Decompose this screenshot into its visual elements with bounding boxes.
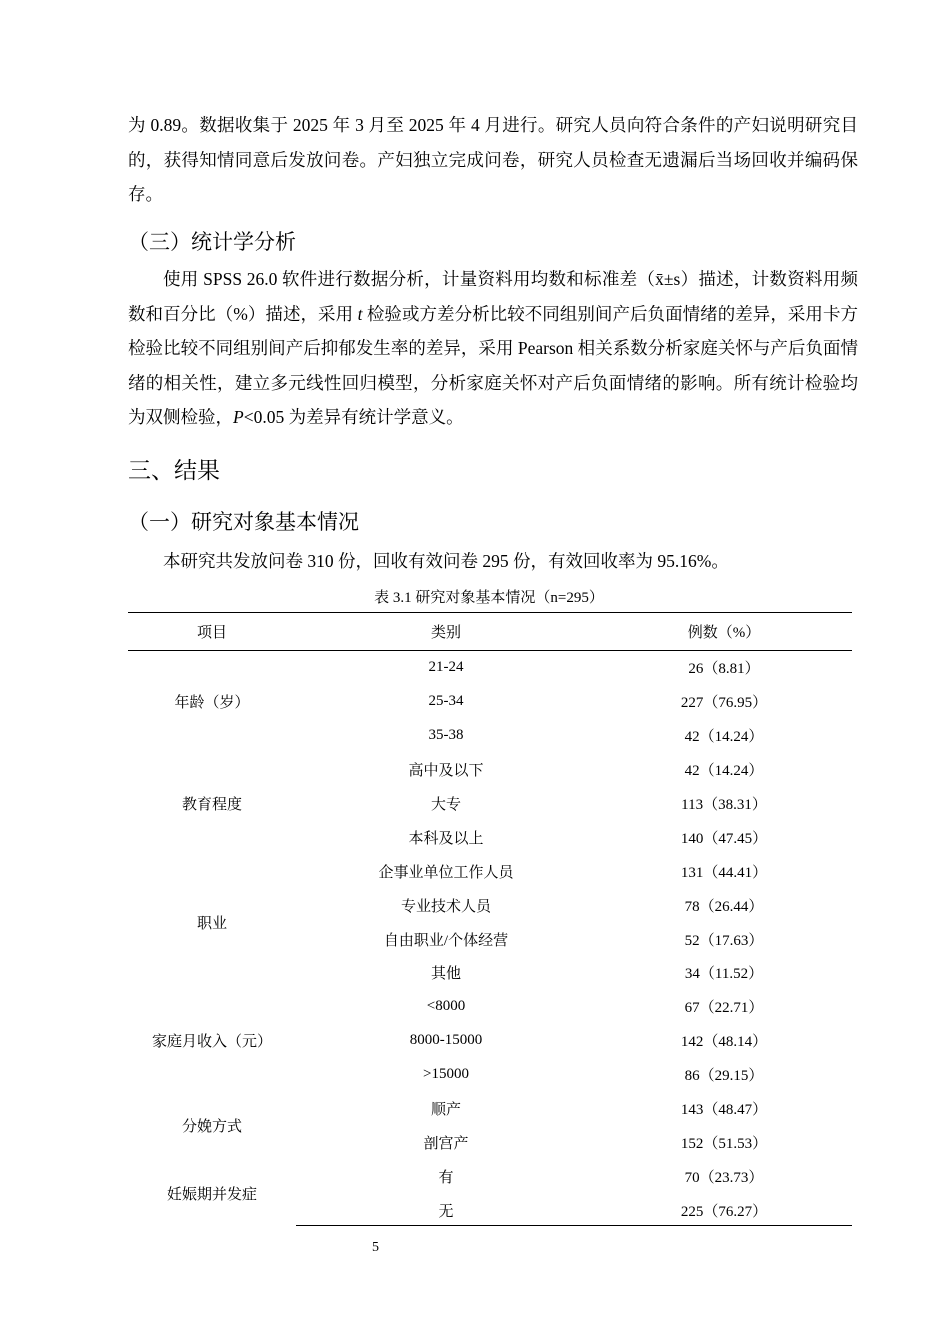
count-cell: 113（38.31）: [681, 797, 767, 813]
count-cell: 42（14.24）: [684, 729, 764, 746]
heading-statistical-analysis: （三）统计学分析: [128, 230, 296, 254]
category-cell: 剖宫产: [423, 1135, 469, 1152]
category-cell: 35-38: [428, 727, 464, 744]
group-label-income: 家庭月收入（元）: [151, 1034, 272, 1051]
header-item: 项目: [128, 613, 296, 651]
page-number: 5: [372, 1240, 379, 1255]
group-label-age: 年龄（岁）: [174, 695, 250, 712]
group-label-complications: 妊娠期并发症: [166, 1186, 257, 1203]
stats-text-3: <0.05 为差异有统计学意义。: [243, 407, 464, 427]
paragraph-data-collection: 为 0.89。数据收集于 2025 年 3 月至 2025 年 4 月进行。研究人员向符合条件的产妇说明研究目的，获得知情同意后发放问卷。产妇独立完成问卷，研究人员检查无遗漏后当场回收并编码保存。: [128, 115, 858, 204]
category-cell: >15000: [423, 1066, 469, 1083]
count-cell: 78（26.44）: [684, 898, 764, 915]
header-category: 类别: [296, 613, 596, 651]
heading-results: 三、结果: [128, 458, 220, 484]
paragraph-statistical-methods: [128, 262, 858, 435]
stats-text-1: 使用 SPSS 26.0 软件进行数据分析，计量资料用均数和标准差（x̄±s）描述，计数资料用频数和百分比（%）描述，采用: [128, 269, 858, 324]
count-cell: 227（76.95）: [680, 695, 768, 712]
group-label-delivery: 分娩方式: [181, 1118, 242, 1135]
category-cell: 有: [438, 1169, 454, 1186]
count-cell: 34（11.52）: [684, 966, 764, 983]
table-row: [128, 1159, 852, 1193]
category-cell: 高中及以下: [408, 763, 484, 780]
category-cell: 大专: [430, 797, 461, 813]
count-cell: 152（51.53）: [680, 1135, 768, 1152]
category-cell: <8000: [426, 998, 466, 1015]
count-cell: 42（14.24）: [684, 763, 764, 780]
table-row: [128, 990, 852, 1024]
count-cell: 86（29.15）: [684, 1068, 764, 1085]
count-cell: 225（76.27）: [680, 1203, 768, 1220]
group-label-occupation: 职业: [196, 915, 227, 932]
header-count: 例数（%）: [596, 613, 852, 651]
count-cell: 67（22.71）: [684, 1000, 764, 1017]
table-row: [128, 753, 852, 787]
table-row: [128, 1092, 852, 1126]
count-cell: 26（8.81）: [688, 661, 760, 678]
stats-text-2: 检验或方差分析比较不同组别间产后负面情绪的差异，采用卡方检验比较不同组别间产后抑郁发生率的差异，采用 Pearson 相关系数分析家庭关怀与产后负面情绪的相关性，建立多元线性回归模型，分析家庭关怀对产后负面情绪的影响。所有统计检验均为双侧检验，: [128, 303, 859, 427]
count-cell: 143（48.47）: [680, 1102, 768, 1119]
category-cell: 企事业单位工作人员: [378, 864, 514, 881]
category-cell: 8000-15000: [409, 1032, 483, 1049]
paragraph-response-rate: 本研究共发放问卷 310 份，回收有效问卷 295 份，有效回收率为 95.16%。: [163, 551, 729, 571]
count-cell: 52（17.63）: [684, 932, 764, 949]
category-cell: 顺产: [430, 1102, 461, 1119]
p-value-symbol: P: [233, 407, 244, 427]
table-header-row: [128, 613, 852, 651]
category-cell: 其他: [430, 966, 461, 983]
heading-basic-info: （一）研究对象基本情况: [128, 510, 359, 534]
category-cell: 无: [438, 1203, 454, 1220]
baseline-characteristics-table: [128, 612, 852, 1227]
count-cell: 131（44.41）: [680, 864, 768, 881]
category-cell: 本科及以上: [408, 830, 484, 847]
category-cell: 21-24: [428, 659, 464, 676]
category-cell: 专业技术人员: [400, 898, 491, 915]
count-cell: 142（48.14）: [680, 1034, 768, 1051]
table-row: [128, 651, 852, 685]
count-cell: 70（23.73）: [684, 1169, 764, 1186]
table-bottom-rule: [296, 1225, 852, 1226]
group-label-education: 教育程度: [181, 797, 242, 813]
t-test-symbol: t: [357, 303, 363, 324]
category-cell: 自由职业/个体经营: [383, 932, 509, 949]
table-row: [128, 854, 852, 888]
category-cell: 25-34: [428, 693, 464, 710]
table-caption: 表 3.1 研究对象基本情况（n=295）: [374, 590, 604, 606]
count-cell: 140（47.45）: [680, 830, 768, 847]
